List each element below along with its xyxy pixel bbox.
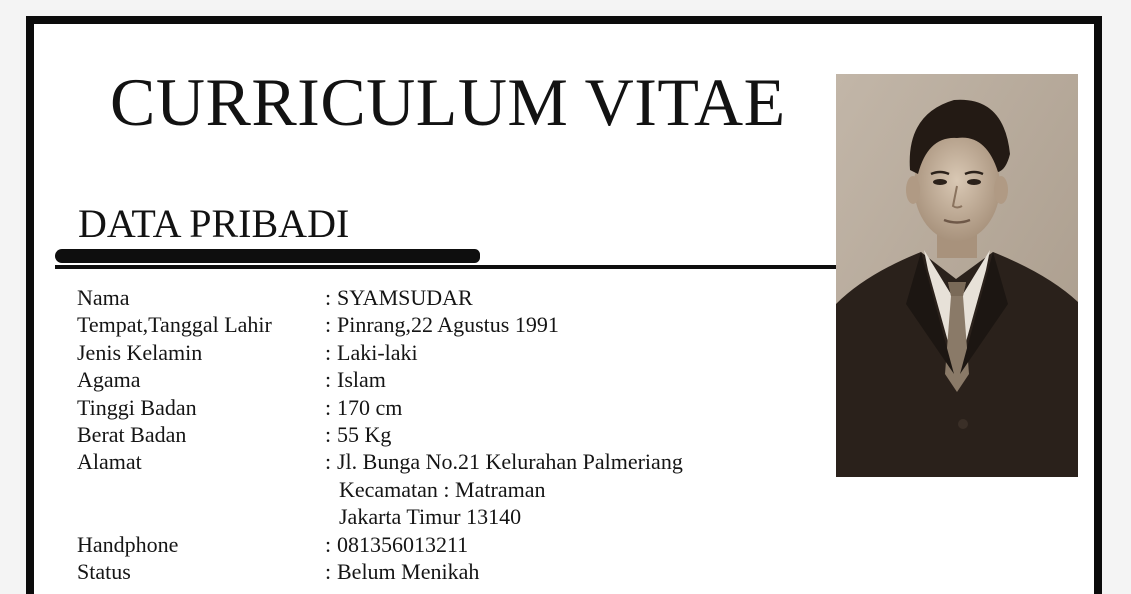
field-separator: : <box>325 285 332 310</box>
field-label: Handphone <box>77 531 179 557</box>
data-row-agama <box>77 366 797 393</box>
data-row-tempat-tanggal-lahir <box>77 311 797 338</box>
field-value: SYAMSUDAR <box>337 285 473 310</box>
field-label: Tempat,Tanggal Lahir <box>77 312 272 338</box>
document-title: CURRICULUM VITAE <box>110 64 786 140</box>
data-row-nama <box>77 284 797 311</box>
field-label: Tinggi Badan <box>77 394 197 420</box>
field-value: 081356013211 <box>337 531 469 557</box>
data-row-status <box>77 558 797 585</box>
data-row-tinggi-badan <box>77 394 797 421</box>
address-continuation <box>77 476 797 503</box>
field-separator: : <box>325 531 332 557</box>
field-separator: : <box>325 449 332 475</box>
field-value: Jl. Bunga No.21 Kelurahan Palmeriang <box>337 449 683 475</box>
field-value: Pinrang,22 Agustus 1991 <box>337 312 559 338</box>
field-label: Alamat <box>77 449 142 475</box>
portrait-photo-icon <box>836 74 1078 477</box>
field-separator: : <box>325 367 332 393</box>
field-value: Laki-laki <box>337 339 418 365</box>
field-label: Status <box>77 558 131 584</box>
field-label: Berat Badan <box>77 421 187 447</box>
field-value: Jakarta Timur 13140 <box>339 504 522 530</box>
field-separator: : <box>325 339 332 365</box>
field-value: Kecamatan : Matraman <box>339 476 546 502</box>
field-value: Belum Menikah <box>337 558 480 584</box>
field-value: 170 cm <box>337 394 403 420</box>
field-separator: : <box>325 394 332 420</box>
data-row-berat-badan <box>77 421 797 448</box>
heading-underline-stroke <box>55 249 480 263</box>
data-row-alamat <box>77 448 797 475</box>
section-heading: DATA PRIBADI <box>78 201 350 246</box>
section-divider <box>55 265 837 269</box>
field-separator: : <box>325 312 332 338</box>
address-continuation <box>77 503 797 530</box>
personal-data-list <box>77 284 797 585</box>
field-value: Islam <box>337 367 386 393</box>
field-label: Jenis Kelamin <box>77 339 203 365</box>
data-row-jenis-kelamin <box>77 339 797 366</box>
field-label: Agama <box>77 367 141 393</box>
data-row-handphone <box>77 531 797 558</box>
field-separator: : <box>325 421 332 447</box>
field-separator: : <box>325 558 332 584</box>
field-value: 55 Kg <box>337 421 392 447</box>
profile-photo <box>836 74 1078 477</box>
field-label: Nama <box>77 285 130 310</box>
